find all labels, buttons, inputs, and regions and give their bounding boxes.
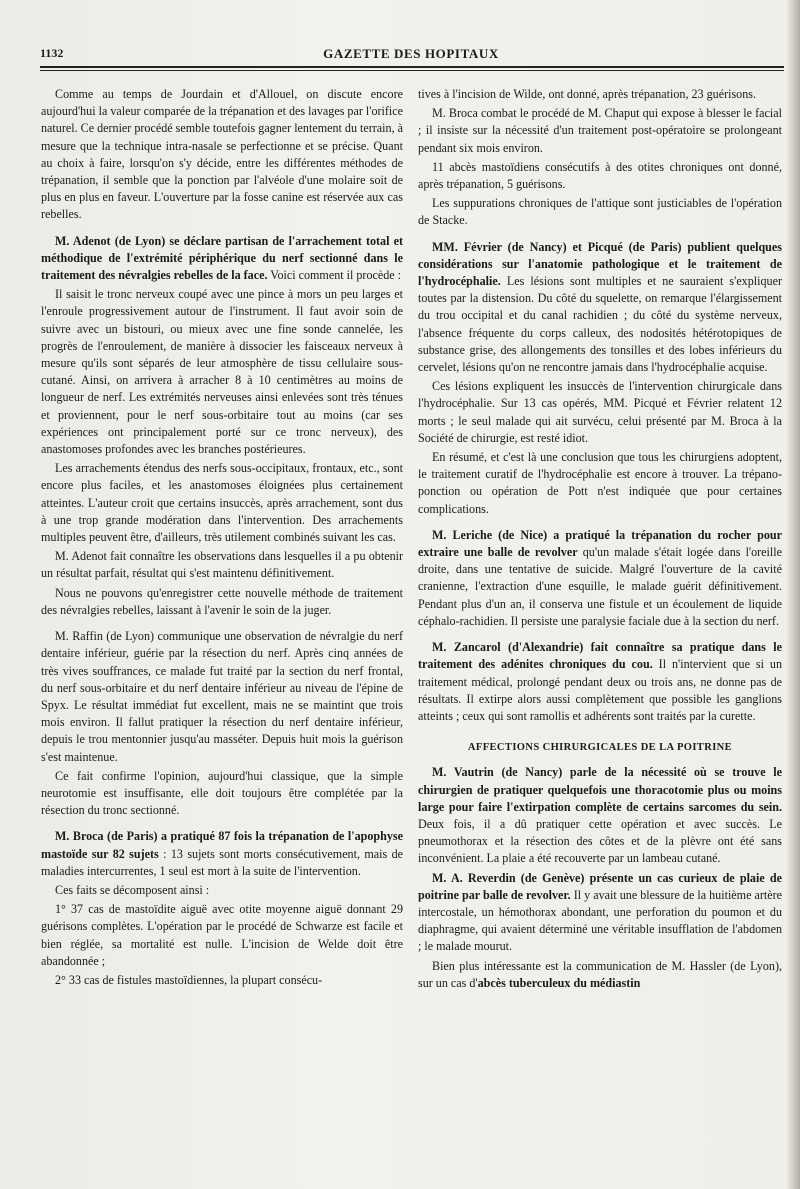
paragraph-text: Les lésions sont multiples et ne sauraient s'expliquer toutes par la distension. Du côté du squelette, on remarque l'élargissement du trou occipital et du canal rachidien ; du côté du système nerveux, l'absence fréquente du corps calleux, des nodosités hétérotopiques de substance grise, des allongements des tonsilles et des lobes inférieurs du cervelet, lésions qu'on ne rencontre jamais dans l'hydrocéphalie acquise. (418, 274, 782, 375)
paragraph (418, 764, 782, 867)
bold-lead: M. Leriche (de Nice) a pratiqué la trépanation du rocher pour extraire une balle de revolver (418, 527, 782, 560)
bold-lead: abcès tuberculeux du médiastin (477, 975, 641, 990)
bold-lead: MM. Février (de Nancy) et Picqué (de Paris) publient quelques considérations sur l'anatomie pathologique et le traitement de l'hydrocéphalie. (418, 239, 782, 289)
page-edge-shadow (786, 0, 800, 1189)
paragraph: tives à l'incision de Wilde, ont donné, après trépanation, 23 guérisons. (418, 87, 757, 101)
bold-lead: M. Vautrin (de Nancy) parle de la nécessité où se trouve le chirurgien de pratiquer quelquefois une thoracotomie plus ou moins large pour faire l'extirpation complète de certains sarcomes du sein. (418, 765, 782, 814)
paragraph: Les suppurations chroniques de l'attique sont justiciables de l'opération de Stacke. (418, 196, 782, 228)
paragraph: Ces faits se décomposent ainsi : (55, 882, 210, 897)
paragraph: Ces lésions expliquent les insuccès de l'intervention chirurgicale dans l'hydrocéphalie. Sur 13 cas opérés, MM. Picqué et Février relatent 12 morts ; le seul malade qui ait survécu, celui présenté par M. Broca à la Société de chirurgie, est resté idiot. (418, 379, 782, 445)
paragraph: 1° 37 cas de mastoïdite aiguë avec otite moyenne aiguë donnant 29 guérisons complètes. L'opération par le procédé de Schwarze est facile et bien réglée, sa mortalité est nulle. L'incision de Welde doit être abandonnée ; (41, 902, 403, 968)
paragraph-text: Bien plus intéressante est la communication de M. Hassler (de Lyon), sur un cas d' (418, 958, 782, 990)
paragraph (418, 870, 782, 956)
paragraph (41, 233, 403, 285)
paragraph-text: qu'un malade s'était logée dans l'oreille droite, dans une tentative de suicide. Malgré l'ouverture de la cavité cranienne, l'extraction d'une esquille, le malade guérit définitivement. Pendant plus d'un an, il conserva une fistule et un écoulement de liquide céphalo-rachidien. Il persiste une paralysie faciale due à la section du nerf. (418, 545, 782, 628)
section-heading: AFFECTIONS CHIRURGICALES DE LA POITRINE (467, 742, 733, 754)
page-number: 1132 (40, 46, 64, 60)
bold-lead: M. Adenot (de Lyon) se déclare partisan de l'arrachement total et méthodique de l'extrémité périphérique du nerf sectionné dans le traitement des névralgies rebelles de la face. (41, 233, 403, 283)
paragraph: Les arrachements étendus des nerfs sous-occipitaux, frontaux, etc., sont encore plus faciles, et les anastomoses éloignées plus certainement atteintes. L'auteur croit que certains insuccès, après arrachement, sont dus à une trop grande modération dans l'intervention. Des arrachements multiples peuvent être, d'ailleurs, très utilement combinés suivant les cas. (41, 461, 403, 545)
bold-lead: M. Zancarol (d'Alexandrie) fait connaître sa pratique dans le traitement des adénites chroniques du cou. (418, 640, 782, 672)
paragraph: 11 abcès mastoïdiens consécutifs à des otites chroniques ont donné, après trépanation, 5 guérisons. (418, 159, 782, 192)
bold-lead: M. A. Reverdin (de Genève) présente un cas curieux de plaie de poitrine par balle de revolver. (418, 870, 782, 902)
paragraph-text: Deux fois, il a dû pratiquer cette opération et avec succès. Le pneumothorax et la résection des côtes et de la plèvre ont été sans inconvénient. La plaie a été recouverte par un lambeau cutané. (418, 816, 782, 866)
paragraph: Nous ne pouvons qu'enregistrer cette nouvelle méthode de traitement des névralgies rebelles, laissant à l'avenir le soin de la juger. (41, 585, 403, 617)
paragraph-text: Il y avait une blessure de la huitième artère intercostale, un hémothorax abondant, une perforation du poumon et du diaphragme, qui avaient déterminé une véritable insufflation de l'abdomen ; le malade mourut. (418, 887, 782, 954)
paragraph: Ce fait confirme l'opinion, aujourd'hui classique, que la simple neurotomie est insuffisante, elle doit toujours être complétée par la résection du tronc sectionné. (41, 768, 403, 818)
paragraph-text: Il n'intervient que si un traitement médical, prolongé pendant deux ou trois ans, ne donne pas de résultats. Il extirpe alors aussi complètement que possible les ganglions atteints ; ceux qui sont ramollis et adhérents sont traités par la curette. (418, 657, 783, 723)
left-column (41, 86, 403, 991)
paragraph: M. Raffin (de Lyon) communique une observation de névralgie du nerf dentaire inférieur, guérie par la résection du nerf. Après cinq années de très vives souffrances, ce malade fut traité par la section du nerf frontal, du nerf sous-orbitaire et du nerf dentaire inférieur au niveau de l'épine de Spyx. Le résultat immédiat fut excellent, mais ne se maintint que trois mois environ. Il fallut pratiquer la résection du nerf dentaire inférieur, depuis le trou mentonnier jusqu'au masséter. Depuis huit mois la guérison s'est maintenue. (41, 629, 403, 764)
paragraph-text: Voici comment il procède : (267, 268, 402, 283)
paragraph-text: : 13 sujets sont morts consécutivement, mais de maladies intercurrentes, 1 seul est mort à la suite de l'intervention. (41, 846, 403, 878)
paragraph (41, 828, 403, 880)
paragraph (418, 239, 782, 377)
paragraph: M. Broca combat le procédé de M. Chaput qui expose à blesser le facial ; il insiste sur la nécessité d'un traitement post-opératoire se prolongeant pendant six mois environ. (418, 106, 782, 155)
paragraph: Comme au temps de Jourdain et d'Allouel, on discute encore aujourd'hui la valeur comparée de la trépanation et des lavages par l'orifice naturel. Ce dernier procédé semble toutefois gagner lentement du terrain, à mesure que la technique intra-nasale se perfectionne et se précise. Quant au choix à faire, lorsqu'on s'y décide, entre les différentes méthodes de trépanation, il semble que la ponction par l'alvéole d'une molaire soit de plus en plus en faveur. L'ouverture par la fosse canine est réservée aux cas rebelles. (41, 87, 403, 222)
paragraph: En résumé, et c'est là une conclusion que tous les chirurgiens adoptent, le traitement curatif de l'hydrocéphalie est encore à trouver. La trépano-ponction ou opération de Pott n'est indiquée que pour certaines complications. (418, 450, 782, 516)
paragraph: 2° 33 cas de fistules mastoïdiennes, la plupart consécu- (55, 972, 323, 987)
right-column (418, 86, 782, 994)
header-rule-thin (40, 70, 784, 71)
running-title: GAZETTE DES HOPITAUX (323, 46, 499, 61)
paragraph: Il saisit le tronc nerveux coupé avec une pince à mors un peu larges et l'enroule progressivement autour de l'instrument. Il faut avoir soin de suivre avec un bistouri, ou mieux avec une fine sonde cannelée, les progrès de l'enroulement, de manière à dissocier les faisceaux nerveux à mesure qu'ils sont séparés de leur atmosphère de tissu cellulaire sous-cutané. Ainsi, on arrivera à arracher 8 à 10 centimètres au moins de longueur de nerf. Les extrémités nerveuses ainsi enlevées sont très ténues et proviennent, pour le nerf sous-orbitaire tout au moins (car ses expériences ont principalement porté sur ce tronc nerveux), des anastomoses profondes avec les branches postérieures. (41, 287, 403, 457)
paragraph (418, 958, 782, 992)
header-rule-thick (40, 66, 784, 68)
paragraph (418, 639, 782, 725)
paragraph: M. Adenot fait connaître les observations dans lesquelles il a pu obtenir un résultat parfait, résultat qui s'est maintenu définitivement. (41, 549, 403, 581)
bold-lead: M. Broca (de Paris) a pratiqué 87 fois la trépanation de l'apophyse mastoïde sur 82 sujets (41, 829, 403, 861)
paragraph (418, 527, 782, 630)
page-header (40, 44, 782, 68)
